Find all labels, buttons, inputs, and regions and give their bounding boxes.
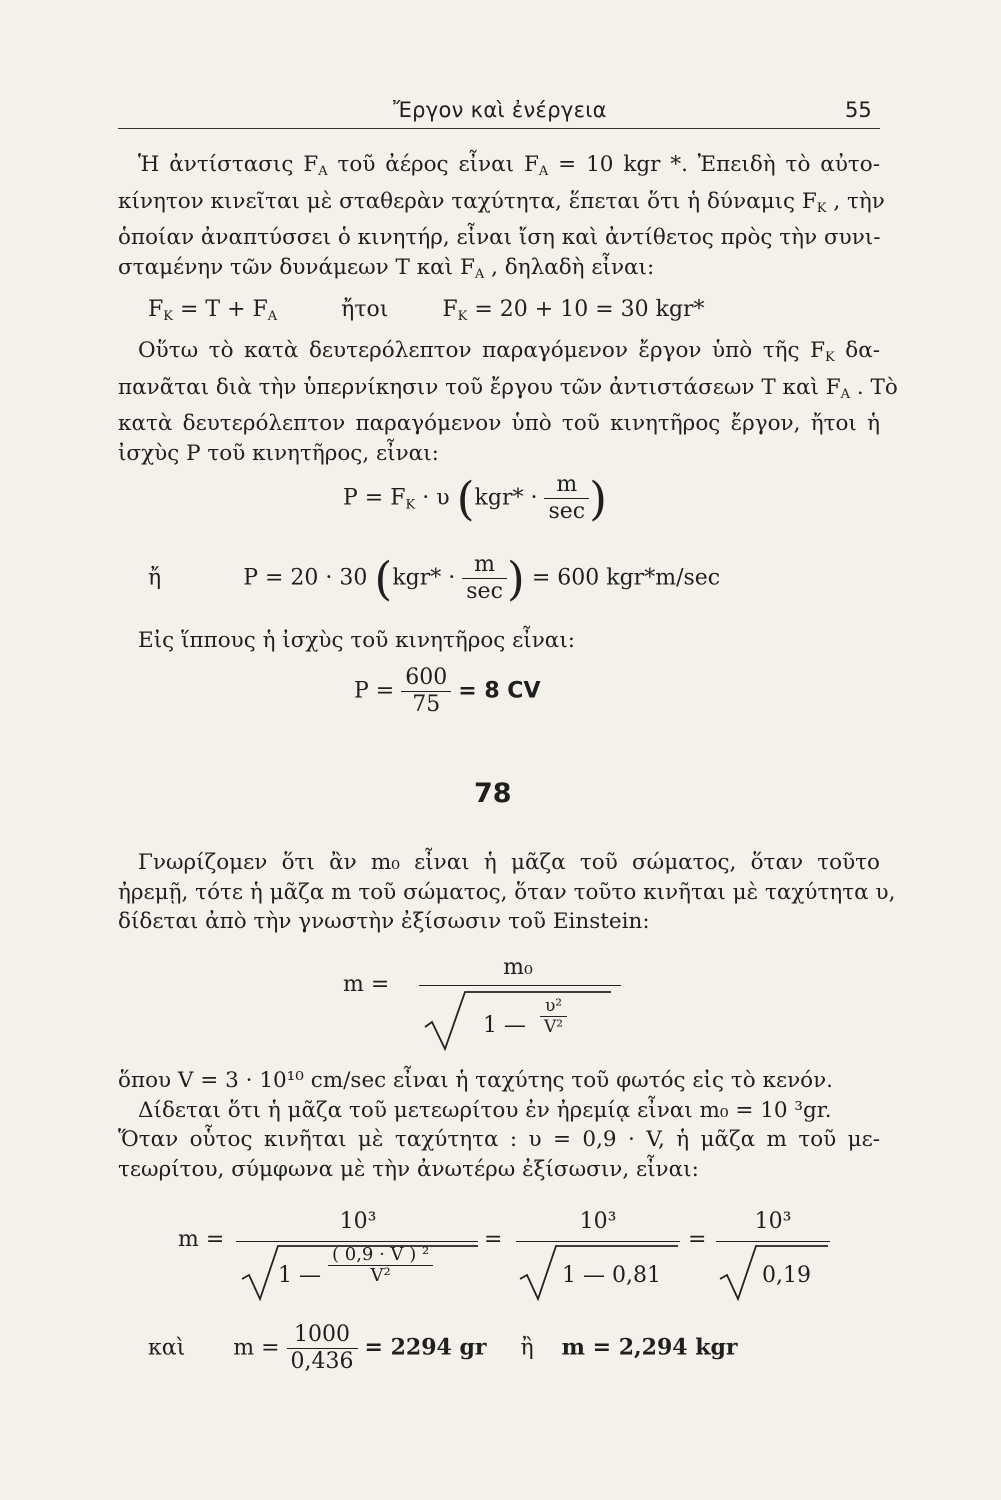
- equation7-lhs: m =: [233, 1335, 280, 1361]
- equation6-bar1: [236, 1241, 478, 1242]
- equation1-right: $F_K = 20 + 10 = 30$ kgr*: [442, 297, 705, 324]
- equation4-den: 75: [412, 692, 441, 717]
- equation7-num: 1000: [287, 1322, 358, 1349]
- paragraph-work-power: [118, 336, 898, 468]
- equation5-num: m₀: [503, 955, 533, 980]
- para2-line-1: Οὕτω τὸ κατὰ δευτερόλεπτον παραγόμενον ἔργον ὑπὸ τῆς $F_K$ δα-: [138, 338, 880, 365]
- equation6-bar2: [516, 1241, 680, 1242]
- para5-line-1: ὅπου V = 3 · 10¹⁰ cm/sec εἶναι ἡ ταχύτης τοῦ φωτός εἰς τὸ κενόν.: [118, 1068, 834, 1093]
- equation-power-formula: [343, 472, 607, 525]
- section-number: 78: [474, 778, 512, 809]
- equation-force-sum: [148, 297, 705, 324]
- equation3-den: sec: [466, 579, 503, 604]
- equation4-fraction: [401, 665, 451, 718]
- equation2-mid: · υ: [422, 485, 450, 511]
- equation4-rhs: = 8 CV: [458, 678, 541, 704]
- right-paren: ): [506, 551, 525, 606]
- equation3-prefix: ἤ: [148, 565, 162, 591]
- para2-line-2: πανᾶται διὰ τὴν ὑπερνίκησιν τοῦ ἔργου τῶν ἀντιστάσεων T καὶ $F_A$ . Τὸ: [118, 374, 898, 402]
- equation5-inner-num: υ²: [540, 996, 567, 1017]
- equation6-rad3: 0,19: [762, 1263, 811, 1288]
- equation7-den: 0,436: [290, 1349, 354, 1374]
- para2-line-4: ἰσχὺς P τοῦ κινητῆρος, εἶναι:: [118, 440, 439, 466]
- equation7-rhs2: m = 2,294 kgr: [561, 1334, 738, 1361]
- equation6-rad1-den: V²: [370, 1265, 391, 1286]
- para4-line-2: ἠρεμῇ, τότε ἡ μᾶζα m τοῦ σώματος, ὅταν τοῦτο κινῆται μὲ ταχύτητα υ,: [118, 879, 896, 905]
- equation6-num1: 10³: [339, 1209, 377, 1234]
- running-head: Ἔργον καὶ ἐνέργεια: [393, 98, 607, 122]
- page-number: 55: [845, 98, 872, 122]
- equation7-fraction: [287, 1322, 358, 1375]
- left-paren: (: [456, 471, 475, 526]
- equation2-fraction: [544, 472, 589, 525]
- right-paren: ): [589, 471, 608, 526]
- equation5-inner-fraction: [540, 996, 567, 1037]
- paragraph-air-resistance: [118, 150, 885, 289]
- paragraph-meteorite: [118, 1066, 880, 1184]
- equation2-unit: kgr* ·: [474, 485, 538, 511]
- equation6-eq2: =: [688, 1227, 707, 1252]
- equation5-lhs: m =: [343, 972, 390, 997]
- para4-line-1: Γνωρίζομεν ὅτι ἂν m₀ εἶναι ἡ μᾶζα τοῦ σώματος, ὅταν τοῦτο: [138, 850, 880, 875]
- equation7-connector: ἢ: [520, 1335, 534, 1361]
- para5-line-4: τεωρίτου, σύμφωνα μὲ τὴν ἀνωτέρω ἐξίσωσιν, εἶναι:: [118, 1156, 699, 1182]
- para1-line-4: σταμένην τῶν δυνάμεων T καὶ $F_A$ , δηλαδὴ εἶναι:: [118, 254, 655, 282]
- equation6-lhs: m =: [178, 1227, 225, 1252]
- equation4-num: 600: [401, 665, 451, 692]
- paragraph-horsepower: [118, 626, 880, 656]
- para4-line-3: δίδεται ἀπὸ τὴν γνωστὴν ἐξίσωσιν τοῦ Einstein:: [118, 909, 650, 934]
- equation7-rhs: = 2294 gr: [364, 1334, 487, 1361]
- equation-power-value: [148, 552, 720, 605]
- equation6-rad2: 1 — 0,81: [562, 1263, 661, 1288]
- equation6-bar3: [716, 1241, 830, 1242]
- equation2-den: sec: [548, 499, 586, 524]
- para5-line-2: Δίδεται ὅτι ἡ μᾶζα τοῦ μετεωρίτου ἐν ἠρεμίᾳ εἶναι m₀ = 10 ³gr.: [138, 1097, 832, 1123]
- equation2-num: m: [544, 472, 589, 499]
- para1-line-2: κίνητον κινεῖται μὲ σταθερὰν ταχύτητα, ἕπεται ὅτι ἡ δύναμις $F_K$ , τὴν: [118, 188, 885, 216]
- equation5-inner-den: V²: [544, 1017, 564, 1037]
- equation-final-mass: [148, 1322, 737, 1375]
- paragraph-einstein: [118, 848, 896, 937]
- equation3-lhs: P = 20 · 30: [243, 565, 368, 591]
- equation-horsepower: [354, 665, 540, 718]
- equation6-num3: 10³: [754, 1209, 792, 1234]
- equation2-sub: K: [405, 497, 416, 513]
- equation5-fraction-bar: [419, 985, 621, 986]
- equation3-unit: kgr* ·: [392, 565, 456, 591]
- left-paren: (: [374, 551, 393, 606]
- equation5-rad-one: 1 —: [483, 1013, 526, 1038]
- header-rule: [118, 128, 880, 129]
- para2-line-3: κατὰ δευτερόλεπτον παραγόμενον ὑπὸ τοῦ κινητῆρος ἔργον, ἤτοι ἡ: [118, 411, 880, 436]
- para3-line: Εἰς ἵππους ἡ ἰσχὺς τοῦ κινητῆρος εἶναι:: [138, 628, 576, 653]
- para1-line-3: ὁποίαν ἀναπτύσσει ὁ κινητήρ, εἶναι ἴση καὶ ἀντίθετος πρὸς τὴν συνι-: [118, 225, 881, 250]
- equation4-lhs: P =: [354, 678, 395, 704]
- equation1-left: $F_K = T + F_A$: [148, 297, 278, 324]
- equation7-prefix: καὶ: [148, 1335, 186, 1361]
- equation6-rad1-fraction: [328, 1245, 433, 1286]
- equation-meteorite-mass: [178, 1205, 838, 1305]
- equation6-eq1: =: [484, 1227, 503, 1252]
- para5-line-3: Ὅταν οὗτος κινῆται μὲ ταχύτητα : υ = 0,9 · V, ἡ μᾶζα m τοῦ με-: [118, 1127, 880, 1152]
- equation6-rad1-num: ( 0,9 · V ) ²: [328, 1245, 433, 1266]
- equation6-rad1-one: 1 —: [278, 1263, 321, 1288]
- equation3-fraction: [462, 552, 507, 605]
- equation3-rhs: = 600 kgr*m/sec: [531, 565, 721, 591]
- equation1-connector: ἤτοι: [341, 297, 389, 322]
- equation2-lhs: P = F: [343, 485, 406, 511]
- equation3-num: m: [462, 552, 507, 579]
- para1-line-1: Ἡ ἀντίστασις $F_A$ τοῦ ἀέρος εἶναι $F_A = 10$ kgr *. Ἐπειδὴ τὸ αὐτο-: [138, 152, 880, 179]
- equation6-num2: 10³: [579, 1209, 617, 1234]
